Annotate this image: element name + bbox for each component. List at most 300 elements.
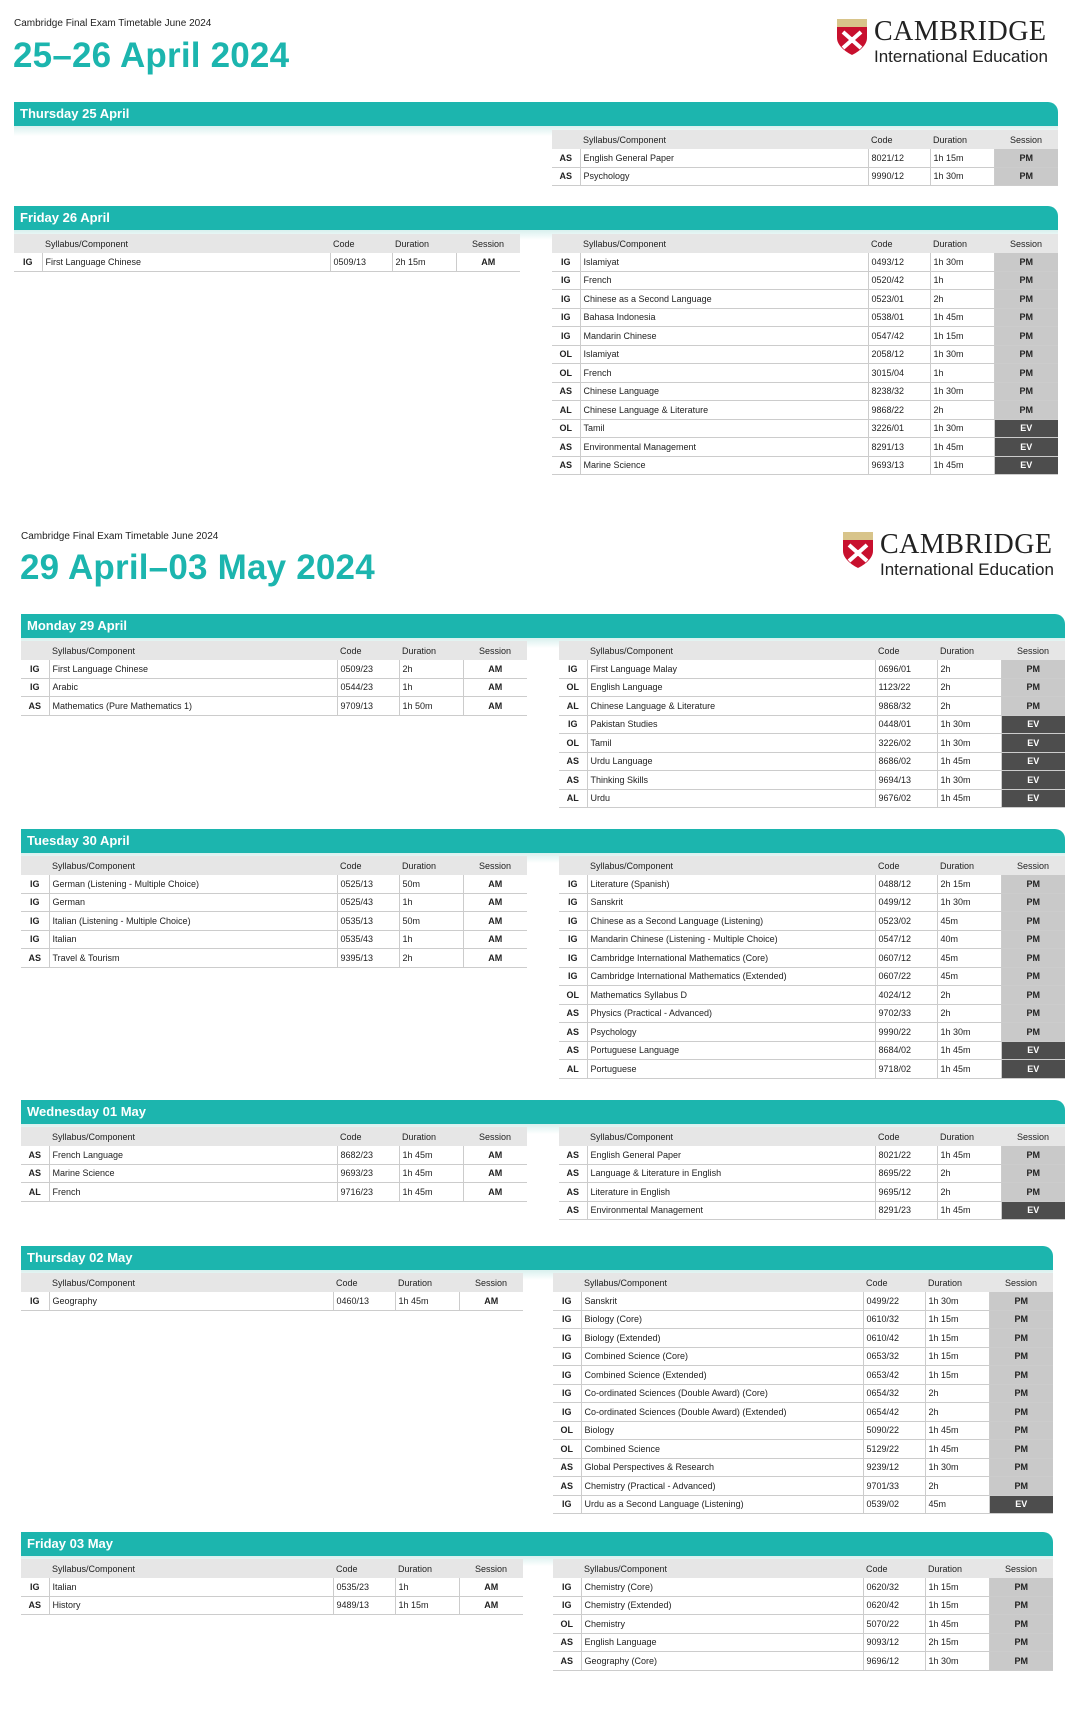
syllabus-cell: Language & Literature in English xyxy=(587,1164,875,1183)
syllabus-cell: English Language xyxy=(587,678,875,697)
session-cell: AM xyxy=(463,1146,527,1164)
session-header: Session xyxy=(459,1273,523,1292)
code-cell: 0535/23 xyxy=(333,1578,395,1596)
session-cell: PM xyxy=(1001,930,1065,949)
table-row xyxy=(552,438,1058,457)
logo-wordmark: CAMBRIDGE xyxy=(874,16,1047,47)
session-cell: PM xyxy=(989,1652,1053,1671)
table-row xyxy=(553,1652,1053,1671)
table-row xyxy=(559,1060,1065,1079)
level-cell: IG xyxy=(21,912,49,931)
table-header-row xyxy=(21,1273,523,1292)
session-cell: EV xyxy=(994,456,1058,475)
duration-cell: 1h 45m xyxy=(399,1164,463,1183)
table-row xyxy=(553,1310,1053,1329)
level-cell: AL xyxy=(559,697,587,716)
code-header: Code xyxy=(337,641,399,660)
syllabus-cell: Islamiyat xyxy=(580,345,868,364)
duration-cell: 2h 15m xyxy=(925,1633,989,1652)
level-cell: AS xyxy=(553,1633,581,1652)
level-cell: IG xyxy=(21,1292,49,1310)
syllabus-header: Syllabus/Component xyxy=(49,856,337,875)
table-row xyxy=(553,1633,1053,1652)
cambridge-logo xyxy=(842,531,1054,578)
syllabus-cell: Chemistry (Practical - Advanced) xyxy=(581,1477,863,1496)
duration-cell: 1h xyxy=(399,893,463,912)
table-header-row xyxy=(14,234,520,253)
syllabus-cell: German (Listening - Multiple Choice) xyxy=(49,875,337,893)
code-cell: 0544/23 xyxy=(337,678,399,697)
session-cell: PM xyxy=(994,364,1058,383)
syllabus-cell: Urdu xyxy=(587,789,875,808)
duration-cell: 1h 30m xyxy=(930,419,994,438)
syllabus-cell: Mandarin Chinese xyxy=(580,327,868,346)
level-cell: IG xyxy=(553,1495,581,1514)
session-cell: PM xyxy=(1001,949,1065,968)
session-cell: PM xyxy=(989,1421,1053,1440)
syllabus-header: Syllabus/Component xyxy=(49,1273,333,1292)
table-row xyxy=(21,660,527,678)
code-cell: 0538/01 xyxy=(868,308,930,327)
duration-cell: 1h 15m xyxy=(925,1347,989,1366)
level-cell: AS xyxy=(552,438,580,457)
code-cell: 0523/02 xyxy=(875,912,937,931)
table-row xyxy=(559,1041,1065,1060)
session-cell: AM xyxy=(459,1578,523,1596)
duration-cell: 1h 15m xyxy=(925,1578,989,1596)
code-cell: 0499/22 xyxy=(863,1292,925,1310)
syllabus-cell: Portuguese Language xyxy=(587,1041,875,1060)
session-cell: PM xyxy=(994,149,1058,167)
session-cell: PM xyxy=(1001,1146,1065,1164)
level-cell: AS xyxy=(559,1183,587,1202)
table-row xyxy=(559,715,1065,734)
level-cell: IG xyxy=(559,967,587,986)
level-cell: AS xyxy=(559,752,587,771)
right-session-table xyxy=(559,856,1065,1079)
duration-cell: 45m xyxy=(925,1495,989,1514)
syllabus-cell: French xyxy=(580,271,868,290)
duration-cell: 2h xyxy=(399,949,463,968)
table-row xyxy=(559,1146,1065,1164)
code-cell: 0523/01 xyxy=(868,290,930,309)
session-cell: PM xyxy=(989,1458,1053,1477)
duration-cell: 1h 45m xyxy=(930,456,994,475)
syllabus-cell: Sanskrit xyxy=(587,893,875,912)
code-cell: 8021/12 xyxy=(868,149,930,167)
document-subtitle: Cambridge Final Exam Timetable June 2024 xyxy=(14,18,212,29)
syllabus-cell: Arabic xyxy=(49,678,337,697)
syllabus-cell: Combined Science (Extended) xyxy=(581,1366,863,1385)
duration-cell: 1h 15m xyxy=(925,1310,989,1329)
level-cell: IG xyxy=(559,715,587,734)
level-cell: IG xyxy=(559,949,587,968)
table-row xyxy=(553,1578,1053,1596)
session-cell: EV xyxy=(1001,715,1065,734)
syllabus-cell: Tamil xyxy=(587,734,875,753)
table-row xyxy=(559,697,1065,716)
level-cell: AL xyxy=(552,401,580,420)
code-header: Code xyxy=(863,1273,925,1292)
syllabus-cell: Physics (Practical - Advanced) xyxy=(587,1004,875,1023)
session-header: Session xyxy=(456,234,520,253)
level-header xyxy=(21,641,49,660)
duration-header: Duration xyxy=(399,1127,463,1146)
table-row xyxy=(559,912,1065,931)
duration-header: Duration xyxy=(930,234,994,253)
code-cell: 0547/42 xyxy=(868,327,930,346)
code-cell: 9990/22 xyxy=(875,1023,937,1042)
syllabus-cell: Combined Science xyxy=(581,1440,863,1459)
code-cell: 9239/12 xyxy=(863,1458,925,1477)
syllabus-header: Syllabus/Component xyxy=(587,641,875,660)
table-row xyxy=(21,1146,527,1164)
session-cell: PM xyxy=(989,1633,1053,1652)
duration-header: Duration xyxy=(925,1273,989,1292)
left-session-table xyxy=(21,856,527,968)
level-cell: OL xyxy=(559,986,587,1005)
level-cell: IG xyxy=(21,930,49,949)
session-cell: AM xyxy=(463,893,527,912)
level-header xyxy=(559,641,587,660)
code-cell: 8684/02 xyxy=(875,1041,937,1060)
level-cell: IG xyxy=(553,1292,581,1310)
code-cell: 9676/02 xyxy=(875,789,937,808)
code-cell: 0525/13 xyxy=(337,875,399,893)
table-row xyxy=(559,771,1065,790)
session-cell: PM xyxy=(994,401,1058,420)
table-row xyxy=(21,875,527,893)
level-cell: AS xyxy=(559,1041,587,1060)
code-cell: 9695/12 xyxy=(875,1183,937,1202)
table-row xyxy=(552,167,1058,186)
code-cell: 0535/43 xyxy=(337,930,399,949)
duration-cell: 1h 45m xyxy=(925,1615,989,1634)
session-header: Session xyxy=(989,1559,1053,1578)
day-header-bar: Thursday 02 May xyxy=(21,1246,1053,1270)
code-cell: 8021/22 xyxy=(875,1146,937,1164)
syllabus-cell: Mathematics (Pure Mathematics 1) xyxy=(49,697,337,716)
level-cell: IG xyxy=(559,893,587,912)
syllabus-cell: Chinese as a Second Language xyxy=(580,290,868,309)
session-cell: AM xyxy=(463,697,527,716)
duration-cell: 45m xyxy=(937,949,1001,968)
left-session-table xyxy=(21,1559,523,1615)
syllabus-header: Syllabus/Component xyxy=(581,1559,863,1578)
cambridge-shield-icon xyxy=(842,531,874,569)
syllabus-cell: Mandarin Chinese (Listening - Multiple Choice) xyxy=(587,930,875,949)
code-cell: 0607/22 xyxy=(875,967,937,986)
level-cell: IG xyxy=(21,875,49,893)
level-cell: OL xyxy=(552,419,580,438)
session-cell: PM xyxy=(989,1292,1053,1310)
duration-cell: 1h 45m xyxy=(399,1146,463,1164)
syllabus-cell: Environmental Management xyxy=(580,438,868,457)
day-header-bar: Monday 29 April xyxy=(21,614,1065,638)
code-cell: 9693/23 xyxy=(337,1164,399,1183)
syllabus-cell: Cambridge International Mathematics (Core) xyxy=(587,949,875,968)
syllabus-header: Syllabus/Component xyxy=(580,130,868,149)
duration-cell: 1h xyxy=(930,271,994,290)
left-session-table xyxy=(21,1127,527,1202)
code-cell: 5090/22 xyxy=(863,1421,925,1440)
table-row xyxy=(553,1292,1053,1310)
code-cell: 9868/22 xyxy=(868,401,930,420)
syllabus-cell: Portuguese xyxy=(587,1060,875,1079)
duration-cell: 1h 45m xyxy=(937,1060,1001,1079)
day-header-bar: Friday 03 May xyxy=(21,1532,1053,1556)
syllabus-cell: Urdu as a Second Language (Listening) xyxy=(581,1495,863,1514)
session-cell: PM xyxy=(1001,986,1065,1005)
table-row xyxy=(21,678,527,697)
left-session-table xyxy=(21,641,527,716)
level-cell: IG xyxy=(553,1596,581,1615)
level-cell: AS xyxy=(553,1652,581,1671)
table-row xyxy=(552,456,1058,475)
session-cell: PM xyxy=(994,327,1058,346)
session-cell: PM xyxy=(1001,912,1065,931)
level-cell: OL xyxy=(552,364,580,383)
session-header: Session xyxy=(1001,641,1065,660)
duration-cell: 1h 45m xyxy=(937,1201,1001,1220)
session-cell: AM xyxy=(463,678,527,697)
duration-cell: 1h 15m xyxy=(925,1366,989,1385)
level-header xyxy=(14,234,42,253)
session-cell: EV xyxy=(1001,1201,1065,1220)
duration-header: Duration xyxy=(392,234,456,253)
syllabus-header: Syllabus/Component xyxy=(49,641,337,660)
session-cell: PM xyxy=(994,253,1058,271)
table-header-row xyxy=(552,234,1058,253)
table-row xyxy=(559,930,1065,949)
day-header-bar: Friday 26 April xyxy=(14,206,1058,230)
duration-header: Duration xyxy=(930,130,994,149)
session-header: Session xyxy=(994,234,1058,253)
code-cell: 0653/42 xyxy=(863,1366,925,1385)
syllabus-cell: French xyxy=(49,1183,337,1202)
session-cell: PM xyxy=(994,290,1058,309)
code-cell: 9716/23 xyxy=(337,1183,399,1202)
syllabus-cell: French xyxy=(580,364,868,383)
code-cell: 9702/33 xyxy=(875,1004,937,1023)
table-row xyxy=(559,893,1065,912)
table-row xyxy=(21,1596,523,1615)
table-row xyxy=(553,1384,1053,1403)
code-header: Code xyxy=(875,1127,937,1146)
code-cell: 0696/01 xyxy=(875,660,937,678)
duration-cell: 2h xyxy=(925,1403,989,1422)
logo-subtitle: International Education xyxy=(874,47,1048,66)
session-cell: PM xyxy=(989,1440,1053,1459)
code-cell: 5070/22 xyxy=(863,1615,925,1634)
table-header-row xyxy=(559,641,1065,660)
session-cell: PM xyxy=(994,345,1058,364)
duration-cell: 1h 15m xyxy=(930,149,994,167)
session-cell: PM xyxy=(989,1384,1053,1403)
code-cell: 3226/01 xyxy=(868,419,930,438)
syllabus-cell: Environmental Management xyxy=(587,1201,875,1220)
duration-cell: 1h xyxy=(930,364,994,383)
level-cell: IG xyxy=(559,930,587,949)
syllabus-cell: English General Paper xyxy=(580,149,868,167)
duration-cell: 1h 45m xyxy=(937,752,1001,771)
duration-header: Duration xyxy=(937,856,1001,875)
duration-cell: 1h 30m xyxy=(937,1023,1001,1042)
duration-cell: 1h 30m xyxy=(925,1652,989,1671)
table-row xyxy=(552,149,1058,167)
right-session-table xyxy=(559,1127,1065,1220)
table-row xyxy=(559,875,1065,893)
syllabus-cell: Chemistry (Extended) xyxy=(581,1596,863,1615)
level-header xyxy=(559,1127,587,1146)
duration-cell: 2h xyxy=(937,697,1001,716)
duration-cell: 1h 30m xyxy=(930,253,994,271)
code-cell: 9093/12 xyxy=(863,1633,925,1652)
session-cell: AM xyxy=(459,1596,523,1615)
level-header xyxy=(21,1127,49,1146)
session-cell: PM xyxy=(989,1578,1053,1596)
level-cell: IG xyxy=(553,1329,581,1348)
level-cell: AS xyxy=(559,1004,587,1023)
level-header xyxy=(553,1273,581,1292)
code-header: Code xyxy=(330,234,392,253)
syllabus-cell: Tamil xyxy=(580,419,868,438)
session-cell: AM xyxy=(463,660,527,678)
level-cell: OL xyxy=(559,734,587,753)
table-row xyxy=(553,1596,1053,1615)
duration-cell: 2h xyxy=(925,1477,989,1496)
level-cell: AS xyxy=(559,1023,587,1042)
syllabus-cell: Chemistry xyxy=(581,1615,863,1634)
duration-cell: 1h 45m xyxy=(937,1041,1001,1060)
code-cell: 0525/43 xyxy=(337,893,399,912)
table-row xyxy=(553,1458,1053,1477)
table-row xyxy=(559,660,1065,678)
level-cell: IG xyxy=(21,660,49,678)
page-title: 25–26 April 2024 xyxy=(13,36,290,75)
syllabus-cell: Chinese as a Second Language (Listening) xyxy=(587,912,875,931)
session-cell: PM xyxy=(989,1403,1053,1422)
level-header xyxy=(21,1273,49,1292)
level-cell: AL xyxy=(21,1183,49,1202)
syllabus-header: Syllabus/Component xyxy=(42,234,330,253)
code-cell: 0520/42 xyxy=(868,271,930,290)
duration-cell: 1h xyxy=(399,678,463,697)
code-cell: 9694/13 xyxy=(875,771,937,790)
session-cell: EV xyxy=(989,1495,1053,1514)
duration-cell: 1h 15m xyxy=(395,1596,459,1615)
code-cell: 0460/13 xyxy=(333,1292,395,1310)
session-cell: PM xyxy=(994,167,1058,186)
table-row xyxy=(559,1004,1065,1023)
code-cell: 0539/02 xyxy=(863,1495,925,1514)
duration-cell: 2h xyxy=(399,660,463,678)
duration-cell: 50m xyxy=(399,875,463,893)
code-cell: 0488/12 xyxy=(875,875,937,893)
code-cell: 0493/12 xyxy=(868,253,930,271)
session-cell: PM xyxy=(1001,660,1065,678)
table-row xyxy=(553,1403,1053,1422)
level-cell: IG xyxy=(553,1578,581,1596)
duration-cell: 1h 15m xyxy=(925,1596,989,1615)
table-row xyxy=(21,1578,523,1596)
session-cell: AM xyxy=(463,875,527,893)
level-cell: AS xyxy=(559,1146,587,1164)
session-cell: PM xyxy=(994,382,1058,401)
day-header-bar: Thursday 25 April xyxy=(14,102,1058,126)
duration-cell: 2h xyxy=(930,290,994,309)
session-cell: PM xyxy=(1001,893,1065,912)
duration-cell: 2h xyxy=(930,401,994,420)
session-header: Session xyxy=(463,856,527,875)
table-row xyxy=(559,752,1065,771)
duration-cell: 1h 45m xyxy=(930,438,994,457)
code-cell: 9395/13 xyxy=(337,949,399,968)
level-header xyxy=(552,130,580,149)
syllabus-cell: Marine Science xyxy=(49,1164,337,1183)
level-cell: AS xyxy=(559,1201,587,1220)
session-cell: EV xyxy=(1001,1060,1065,1079)
code-cell: 8291/13 xyxy=(868,438,930,457)
syllabus-cell: Geography xyxy=(49,1292,333,1310)
table-row xyxy=(553,1477,1053,1496)
table-row xyxy=(552,327,1058,346)
code-header: Code xyxy=(875,856,937,875)
duration-cell: 1h 30m xyxy=(925,1292,989,1310)
table-row xyxy=(21,1183,527,1202)
duration-cell: 2h xyxy=(937,1183,1001,1202)
syllabus-cell: Geography (Core) xyxy=(581,1652,863,1671)
syllabus-cell: Combined Science (Core) xyxy=(581,1347,863,1366)
duration-header: Duration xyxy=(395,1273,459,1292)
session-cell: EV xyxy=(994,419,1058,438)
code-cell: 1123/22 xyxy=(875,678,937,697)
level-header xyxy=(21,856,49,875)
code-cell: 0654/42 xyxy=(863,1403,925,1422)
table-header-row xyxy=(553,1559,1053,1578)
syllabus-header: Syllabus/Component xyxy=(49,1559,333,1578)
code-cell: 0653/32 xyxy=(863,1347,925,1366)
level-cell: OL xyxy=(553,1615,581,1634)
code-cell: 0499/12 xyxy=(875,893,937,912)
level-cell: AS xyxy=(553,1458,581,1477)
syllabus-cell: Italian (Listening - Multiple Choice) xyxy=(49,912,337,931)
table-row xyxy=(553,1329,1053,1348)
session-cell: PM xyxy=(1001,678,1065,697)
right-session-table xyxy=(559,641,1065,808)
duration-cell: 1h 45m xyxy=(925,1440,989,1459)
table-row xyxy=(552,401,1058,420)
session-header: Session xyxy=(463,641,527,660)
table-row xyxy=(559,986,1065,1005)
syllabus-cell: English Language xyxy=(581,1633,863,1652)
syllabus-cell: Psychology xyxy=(580,167,868,186)
session-cell: AM xyxy=(463,912,527,931)
duration-cell: 1h 45m xyxy=(937,1146,1001,1164)
duration-cell: 50m xyxy=(399,912,463,931)
syllabus-cell: Cambridge International Mathematics (Extended) xyxy=(587,967,875,986)
duration-header: Duration xyxy=(399,856,463,875)
table-row xyxy=(553,1495,1053,1514)
duration-cell: 45m xyxy=(937,967,1001,986)
level-cell: OL xyxy=(553,1421,581,1440)
code-header: Code xyxy=(333,1559,395,1578)
table-row xyxy=(552,290,1058,309)
code-cell: 0610/42 xyxy=(863,1329,925,1348)
table-row xyxy=(21,893,527,912)
duration-cell: 40m xyxy=(937,930,1001,949)
duration-cell: 1h 30m xyxy=(937,771,1001,790)
